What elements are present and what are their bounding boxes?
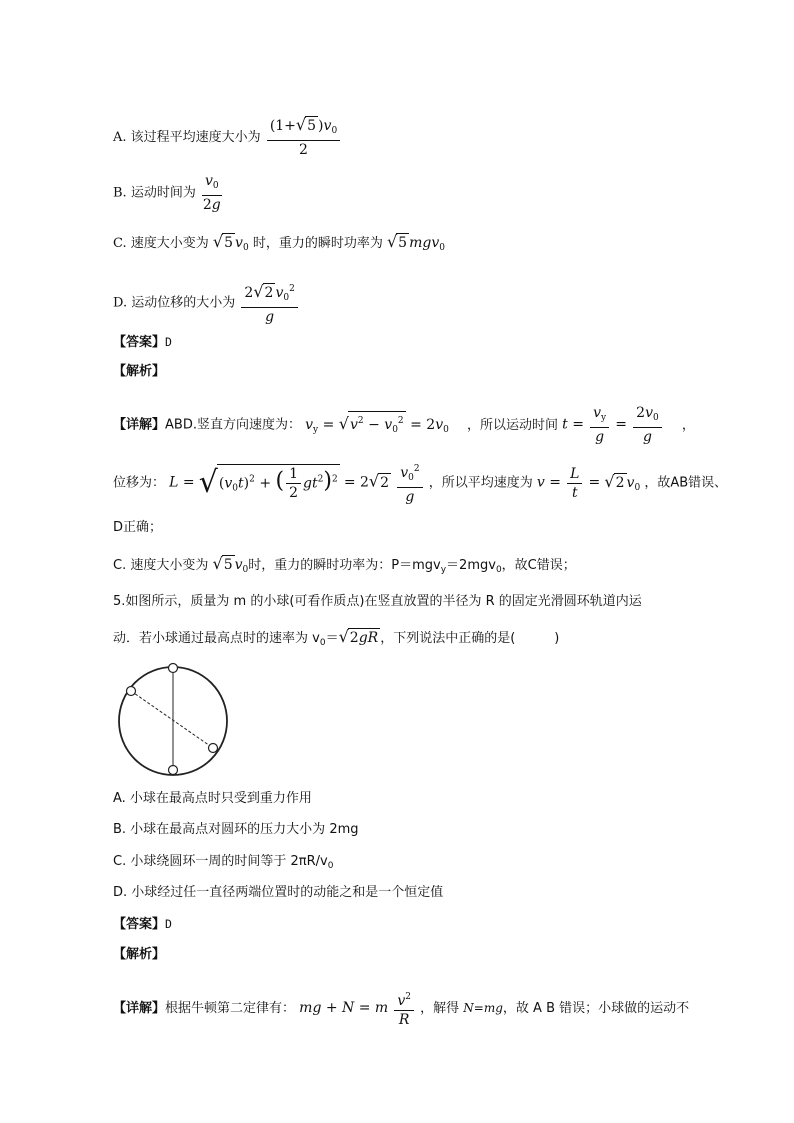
- ball-top: [169, 664, 178, 673]
- q4-option-a: A. 该过程平均速度大小为 $\frac{(1+√5 )v_0}{2}$: [113, 116, 342, 159]
- q5-answer: 【答案】D: [113, 917, 172, 932]
- avg-speed-formula: $\frac{(1+√5 )v_0}{2}$: [267, 116, 340, 159]
- q4-detail-line-2: 位移为： $L = √(v_0t)^2$ + ( $\frac{1}{2}$ $gt^2)^2 = 2√2$ $\frac{v_0^2}{g}$ ，所以平均速度为 v = $\frac{L}{t}$ = √2 $v_0$ ，故AB错误、: [113, 460, 727, 506]
- q5-stem-line-2: 动．若小球通过最高点时的速率为 $v_0=√2gR$ ，下列说法中正确的是( ): [113, 627, 560, 648]
- q5-option-d: D. 小球经过任一直径两端位置时的动能之和是一个恒定值: [113, 885, 444, 900]
- q5-analysis-heading: 【解析】: [113, 947, 166, 962]
- q5-option-c: C. 小球绕圆环一周的时间等于 $2\pi R/v_0$: [113, 854, 334, 871]
- power-formula: √5 mgv$_0$: [386, 232, 445, 253]
- circular-track-diagram: [113, 660, 238, 778]
- diagonal-diameter: [131, 691, 213, 748]
- ball-bottom: [169, 766, 178, 775]
- time-formula: $\frac{v_0}{2g}$: [202, 173, 221, 213]
- q4-detail-line-3: D正确；: [113, 520, 163, 535]
- displacement-formula: $\frac{2√2 v_0^2}{g}$: [241, 280, 297, 326]
- q4-answer: 【答案】D: [113, 335, 172, 350]
- q5-detail-line-1: 【详解】根据牛顿第二定律有： mg + N = m $\frac{v^2}{R}$ ，解得 N=mg，故 A B 错误；小球做的运动不: [113, 988, 689, 1029]
- q5-stem-line-1: 5.如图所示，质量为 m 的小球(可看作质点)在竖直放置的半径为 R 的固定光滑圆环轨道内运: [113, 594, 642, 609]
- q5-option-a: A. 小球在最高点时只受到重力作用: [113, 791, 312, 806]
- q5-option-b: B. 小球在最高点对圆环的压力大小为 2mg: [113, 822, 359, 837]
- q4-detail-line-1: 【详解】ABD.竖直方向速度为： $v_y = √v^2 - v_0^2 = 2v_0$ ，所以运动时间 t = $\frac{v_y}{g}$ = $\frac{2v_0}{g}$ ，: [113, 405, 695, 445]
- q4-detail-line-4: C. 速度大小变为 √5 $v_0$时，重力的瞬时功率为：P＝mgv$_y$＝2mgv$_0$，故C错误；: [113, 554, 576, 575]
- q4-analysis-heading: 【解析】: [113, 364, 166, 379]
- speed-formula: √5 $v_0$: [212, 232, 249, 253]
- ball-left: [127, 687, 136, 696]
- ball-right: [209, 744, 218, 753]
- q4-option-d: D. 运动位移的大小为 $\frac{2√2 v_0^2}{g}$: [113, 280, 300, 326]
- q4-option-b: B. 运动时间为 $\frac{v_0}{2g}$: [113, 173, 221, 213]
- q4-option-c: C. 速度大小变为 √5 $v_0$ 时，重力的瞬时功率为 √5 mgv$_0$: [113, 232, 445, 253]
